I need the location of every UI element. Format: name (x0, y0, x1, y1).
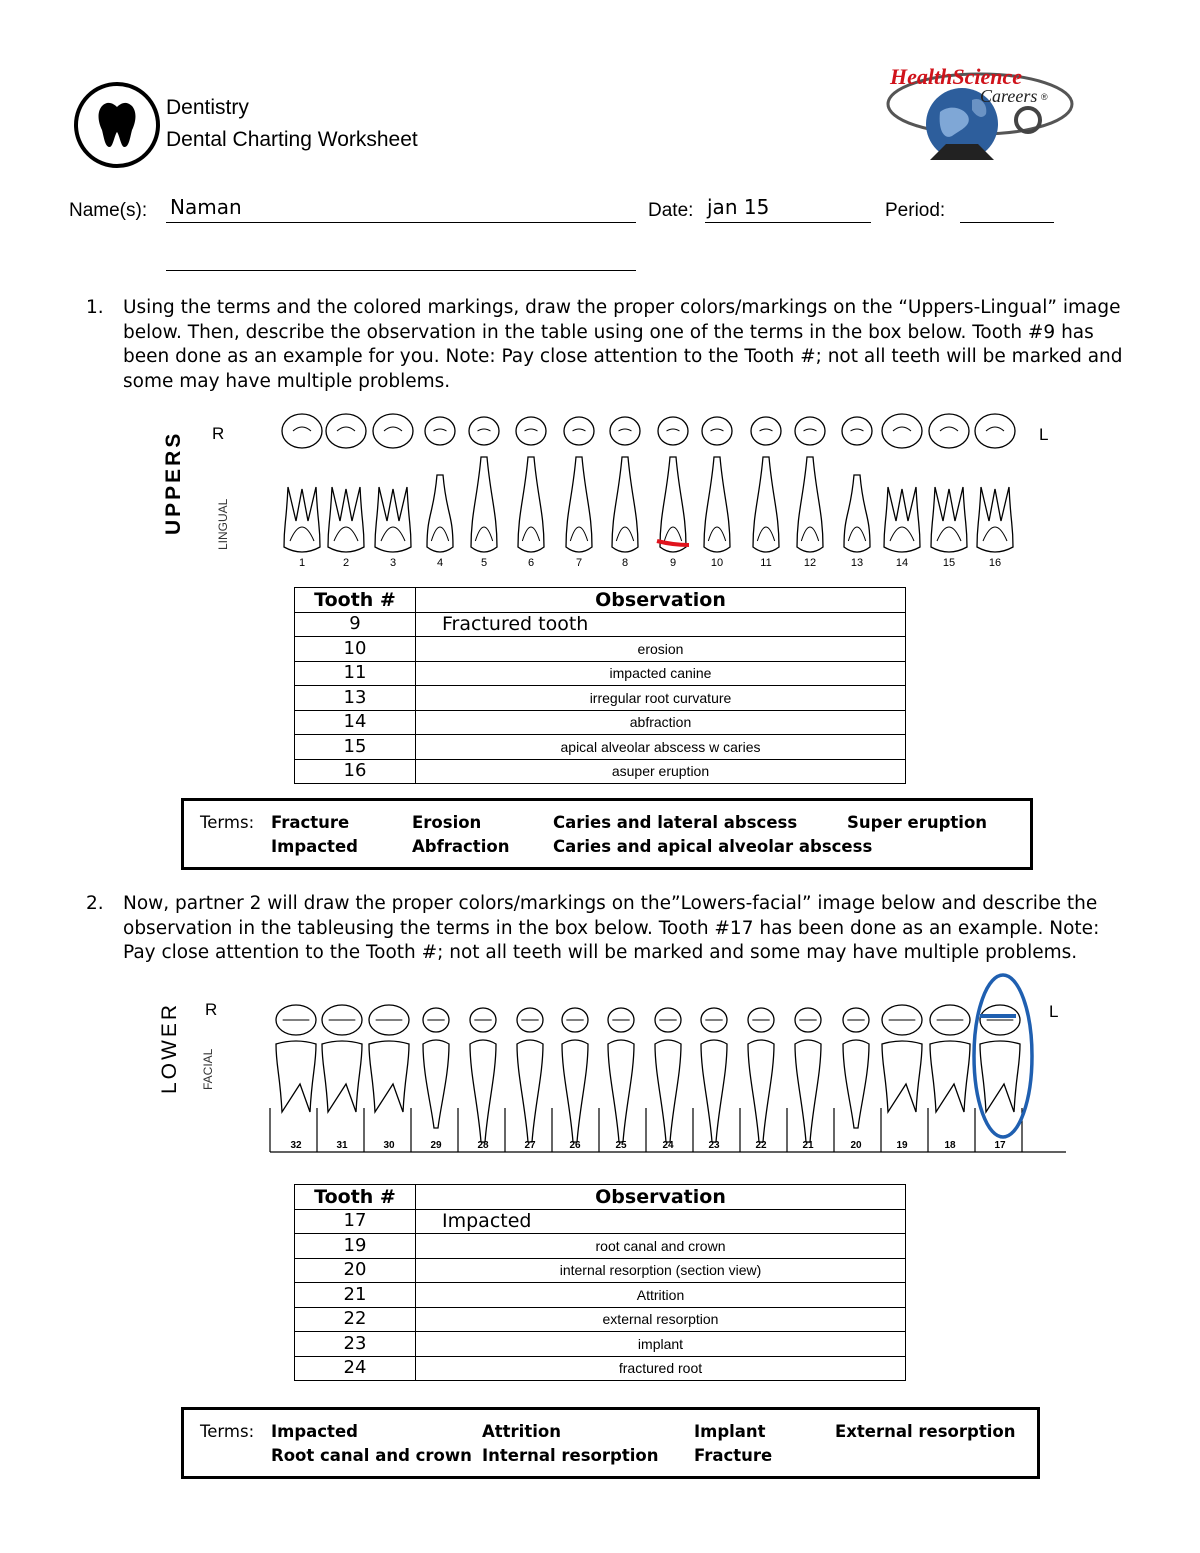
question-1-number: 1. (86, 297, 104, 318)
observation-cell[interactable]: Impacted (416, 1209, 906, 1234)
tooth-number-cell: 16 (295, 759, 416, 784)
logo-registered-mark: ® (1041, 92, 1048, 102)
term-item: Impacted (271, 1422, 358, 1441)
tooth-number-label: 32 (290, 1140, 302, 1151)
tooth-number-label: 26 (569, 1140, 581, 1151)
tooth-number-label: 27 (524, 1140, 536, 1151)
tooth-lingual-5 (471, 457, 497, 552)
logo-text-healthscience: HealthScience (890, 64, 1022, 89)
tooth-facial-25 (608, 1040, 634, 1142)
table-row (295, 1283, 906, 1308)
term-item: Root canal and crown (271, 1446, 472, 1465)
tooth-icon (78, 86, 156, 164)
table-row (295, 710, 906, 735)
observation-cell[interactable]: Fractured tooth (416, 612, 906, 637)
observation-header: Observation (416, 1185, 906, 1210)
tooth-number-label: 19 (896, 1140, 908, 1151)
tooth-lingual-13 (844, 475, 870, 552)
tooth-number-header: Tooth # (295, 588, 416, 613)
table-row (295, 1356, 906, 1381)
period-label: Period: (885, 200, 946, 221)
uppers-right-label: R (212, 424, 225, 443)
period-field[interactable] (960, 222, 1054, 223)
observation-cell[interactable]: Attrition (416, 1283, 906, 1308)
tooth-lingual-4 (427, 475, 453, 552)
tooth-occlusal-14 (882, 414, 922, 448)
tooth-occlusal-10 (702, 417, 732, 445)
table-row (295, 686, 906, 711)
tooth-number-cell: 15 (295, 735, 416, 760)
tooth-number-label: 6 (527, 557, 535, 569)
lowers-section-label: LOWER (158, 1001, 181, 1094)
tooth-number-label: 15 (942, 557, 956, 569)
names-field[interactable] (166, 222, 636, 223)
table-row (295, 1307, 906, 1332)
tooth-lingual-9 (660, 457, 686, 552)
tooth-number-label: 4 (436, 557, 444, 569)
tooth-number-label: 1 (298, 557, 306, 569)
observation-cell[interactable]: internal resorption (section view) (416, 1258, 906, 1283)
tooth-number-label: 10 (710, 557, 724, 569)
table-row (295, 1209, 906, 1234)
tooth-number-label: 29 (430, 1140, 442, 1151)
table-row (295, 612, 906, 637)
tooth-number-header: Tooth # (295, 1185, 416, 1210)
tooth-number-label: 25 (615, 1140, 627, 1151)
tooth-number-cell: 19 (295, 1234, 416, 1259)
tooth-facial-22 (748, 1040, 774, 1142)
tooth-lingual-14 (884, 487, 920, 552)
tooth-number-label: 7 (575, 557, 583, 569)
tooth-number-cell: 14 (295, 710, 416, 735)
tooth-occlusal-3 (373, 414, 413, 448)
names-field-line-2[interactable] (166, 270, 636, 271)
tooth-occlusal-11 (751, 417, 781, 445)
table-row (295, 735, 906, 760)
term-item: Internal resorption (482, 1446, 659, 1465)
tooth-number-label: 30 (383, 1140, 395, 1151)
tooth-number-label: 5 (480, 557, 488, 569)
tooth-number-label: 23 (708, 1140, 720, 1151)
tooth-number-label: 20 (850, 1140, 862, 1151)
tooth-facial-18 (930, 1041, 970, 1112)
uppers-left-label: L (1039, 425, 1049, 444)
tooth-lingual-1 (284, 487, 320, 552)
tooth-lingual-16 (977, 487, 1013, 552)
observation-cell[interactable]: abfraction (416, 710, 906, 735)
observation-cell[interactable]: erosion (416, 637, 906, 662)
term-item: Fracture (271, 813, 350, 832)
tooth-facial-26 (562, 1040, 588, 1142)
tooth-occlusal-12 (795, 417, 825, 445)
terms-box-2 (181, 1407, 1040, 1479)
names-value: Naman (170, 195, 242, 219)
observation-cell[interactable]: asuper eruption (416, 759, 906, 784)
term-item: Fracture (694, 1446, 773, 1465)
tooth-number-label: 2 (342, 557, 350, 569)
tooth-number-cell: 24 (295, 1356, 416, 1381)
tooth-lingual-15 (931, 487, 967, 552)
tooth-occlusal-7 (564, 417, 594, 445)
subject-heading: Dentistry (166, 96, 249, 119)
observation-cell[interactable]: irregular root curvature (416, 686, 906, 711)
table-header-row (295, 1185, 906, 1210)
tooth-occlusal-1 (282, 414, 322, 448)
table-row (295, 661, 906, 686)
lingual-view-label: LINGUAL (216, 498, 230, 550)
tooth-number-cell: 10 (295, 637, 416, 662)
tooth-occlusal-5 (469, 417, 499, 445)
terms-box-1 (181, 798, 1033, 870)
lowers-tooth-chart (262, 970, 1072, 1158)
date-value: jan 15 (707, 195, 770, 219)
tooth-facial-28 (470, 1040, 496, 1142)
tooth-lingual-2 (328, 487, 364, 552)
tooth-occlusal-16 (975, 414, 1015, 448)
tooth-number-cell: 11 (295, 661, 416, 686)
tooth-number-label: 18 (944, 1140, 956, 1151)
observation-cell[interactable]: external resorption (416, 1307, 906, 1332)
health-science-careers-logo (880, 60, 1080, 172)
tooth-occlusal-8 (610, 417, 640, 445)
tooth-number-label: 31 (336, 1140, 348, 1151)
tooth-number-label: 14 (895, 557, 909, 569)
term-item: Erosion (412, 813, 482, 832)
tooth-lingual-8 (612, 457, 638, 552)
tooth-facial-27 (517, 1040, 543, 1142)
observation-table-2 (294, 1184, 906, 1381)
tooth-number-label: 12 (803, 557, 817, 569)
question-1-text: Using the terms and the colored markings, draw the proper colors/markings on the “Uppers-Lingual” image below. Then, describe the observation in the table using one of the terms in the box below. Tooth #9 has been done as an example for you. Note: Pay close attention to the Tooth #; not all teeth will be marked and some may have multiple problems. (123, 297, 1123, 392)
observation-table-1 (294, 587, 906, 784)
tooth-number-cell: 17 (295, 1209, 416, 1234)
tooth-occlusal-2 (326, 414, 366, 448)
tooth-number-cell: 22 (295, 1307, 416, 1332)
logo-text-careers: Careers (980, 86, 1038, 106)
date-field[interactable] (705, 222, 871, 223)
question-2-number: 2. (86, 893, 104, 914)
tooth-number-label: 17 (994, 1140, 1006, 1151)
tooth-number-label: 13 (850, 557, 864, 569)
tooth-number-cell: 9 (295, 612, 416, 637)
tooth-number-cell: 23 (295, 1332, 416, 1357)
table-row (295, 637, 906, 662)
observation-cell[interactable]: implant (416, 1332, 906, 1357)
table-header-row (295, 588, 906, 613)
names-label: Name(s): (69, 200, 148, 221)
lowers-right-label: R (205, 1000, 218, 1019)
tooth-lingual-11 (753, 457, 779, 552)
tooth-occlusal-13 (842, 417, 872, 445)
tooth-facial-31 (322, 1041, 362, 1112)
tooth-lingual-6 (518, 457, 544, 552)
tooth-facial-29 (423, 1040, 449, 1128)
worksheet-title: Dental Charting Worksheet (166, 128, 418, 151)
date-label: Date: (648, 200, 694, 221)
tooth-number-cell: 13 (295, 686, 416, 711)
tooth-occlusal-15 (929, 414, 969, 448)
tooth-lingual-7 (566, 457, 592, 552)
tooth-lingual-12 (797, 457, 823, 552)
tooth-lingual-3 (375, 487, 411, 552)
tooth-facial-21 (795, 1040, 821, 1142)
facial-view-label: FACIAL (201, 1048, 215, 1090)
tooth-facial-20 (843, 1040, 869, 1128)
tooth-number-cell: 21 (295, 1283, 416, 1308)
tooth-number-label: 3 (389, 557, 397, 569)
question-1 (86, 296, 1136, 396)
uppers-tooth-chart (270, 405, 1030, 575)
tooth-number-cell: 20 (295, 1258, 416, 1283)
term-item: Caries and apical alveolar abscess (553, 837, 873, 856)
term-item: Super eruption (847, 813, 988, 832)
tooth-occlusal-4 (425, 417, 455, 445)
table-row (295, 759, 906, 784)
tooth-facial-17 (980, 1041, 1020, 1112)
tooth-facial-32 (276, 1041, 316, 1112)
term-item: Attrition (482, 1422, 561, 1441)
term-item: Abfraction (412, 837, 510, 856)
terms-label: Terms: (200, 813, 255, 832)
tooth-facial-30 (369, 1041, 409, 1112)
observation-header: Observation (416, 588, 906, 613)
question-2-text: Now, partner 2 will draw the proper colors/markings on the”Lowers-facial” image below and describe the observation in the tableusing the terms in the box below. Tooth #17 has been done as an example. Note: Pay close attention to the Tooth #; not all teeth will be marked and some may have multiple problems. (123, 893, 1100, 963)
tooth-number-label: 24 (662, 1140, 674, 1151)
observation-cell[interactable]: impacted canine (416, 661, 906, 686)
tooth-number-label: 22 (755, 1140, 767, 1151)
terms-label: Terms: (200, 1422, 255, 1441)
tooth-occlusal-6 (516, 417, 546, 445)
tooth-number-label: 28 (477, 1140, 489, 1151)
table-row (295, 1258, 906, 1283)
tooth-facial-23 (701, 1040, 727, 1142)
tooth-lingual-10 (704, 457, 730, 552)
term-item: Implant (694, 1422, 766, 1441)
uppers-section-label: UPPERS (162, 430, 185, 535)
tooth-number-label: 9 (669, 557, 677, 569)
observation-cell[interactable]: fractured root (416, 1356, 906, 1381)
tooth-number-label: 8 (621, 557, 629, 569)
term-item: Caries and lateral abscess (553, 813, 798, 832)
tooth-number-label: 21 (802, 1140, 814, 1151)
observation-cell[interactable]: apical alveolar abscess w caries (416, 735, 906, 760)
table-row (295, 1234, 906, 1259)
tooth-number-label: 11 (760, 557, 772, 569)
tooth-occlusal-9 (658, 417, 688, 445)
term-item: External resorption (835, 1422, 1016, 1441)
tooth-facial-24 (655, 1040, 681, 1142)
tooth-logo (74, 82, 160, 168)
observation-cell[interactable]: root canal and crown (416, 1234, 906, 1259)
lowers-left-label: L (1049, 1002, 1059, 1021)
term-item: Impacted (271, 837, 358, 856)
tooth-facial-19 (882, 1041, 922, 1112)
table-row (295, 1332, 906, 1357)
tooth-number-label: 16 (988, 557, 1002, 569)
